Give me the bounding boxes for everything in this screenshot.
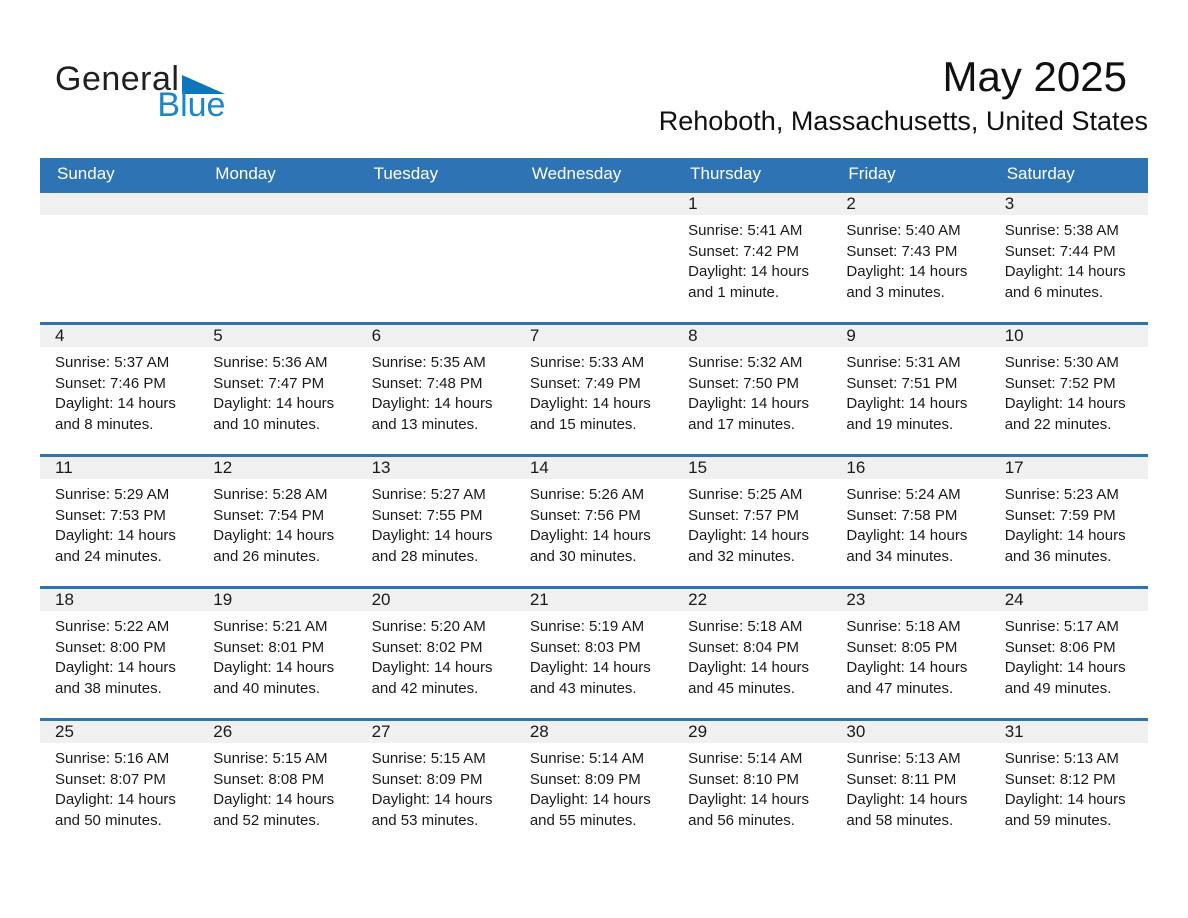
day-details — [40, 479, 198, 567]
day-number: 31 — [990, 721, 1148, 743]
daylight-line2: and 28 minutes. — [371, 547, 479, 565]
calendar-table — [40, 158, 1148, 850]
sunrise-text: Sunrise: 5:30 AM — [1004, 354, 1119, 371]
daylight-line2: and 59 minutes. — [1004, 811, 1112, 829]
day-details — [198, 347, 356, 435]
sunrise-text: Sunrise: 5:35 AM — [371, 354, 486, 371]
day-number: 27 — [357, 721, 515, 743]
week-row — [40, 586, 1148, 718]
sunrise-text: Sunrise: 5:13 AM — [1004, 750, 1119, 767]
day-number: 23 — [831, 589, 989, 611]
daylight-line2: and 38 minutes. — [55, 679, 162, 697]
day-details — [990, 611, 1148, 699]
sunset-text: Sunset: 8:08 PM — [213, 770, 325, 788]
day-number: 3 — [990, 193, 1148, 215]
weekday-header-row — [40, 158, 1148, 190]
week-row — [40, 322, 1148, 454]
sunset-text: Sunset: 8:07 PM — [55, 770, 166, 788]
day-details — [357, 743, 515, 831]
sunset-text: Sunset: 8:09 PM — [371, 770, 483, 788]
day-number: 17 — [990, 457, 1148, 479]
day-cell-22 — [673, 589, 831, 718]
daylight-line2: and 56 minutes. — [688, 811, 795, 829]
sunrise-text: Sunrise: 5:28 AM — [213, 486, 328, 503]
day-details — [40, 743, 198, 831]
sunset-text: Sunset: 7:55 PM — [371, 506, 483, 524]
day-cell-1 — [673, 193, 831, 322]
sunrise-text: Sunrise: 5:31 AM — [846, 354, 961, 371]
daylight-line2: and 10 minutes. — [213, 415, 321, 433]
weekday-header-thursday: Thursday — [690, 164, 762, 183]
general-blue-logo — [55, 62, 225, 122]
day-cell-10 — [990, 325, 1148, 454]
sunset-text: Sunset: 7:57 PM — [688, 506, 800, 524]
day-details — [357, 347, 515, 435]
month-title: May 2025 — [942, 53, 1127, 100]
day-number: 19 — [198, 589, 356, 611]
sunrise-text: Sunrise: 5:29 AM — [55, 486, 170, 503]
day-cell-13 — [357, 457, 515, 586]
day-number: 5 — [198, 325, 356, 347]
day-details — [673, 347, 831, 435]
daylight-line2: and 40 minutes. — [213, 679, 321, 697]
sunrise-text: Sunrise: 5:19 AM — [529, 618, 645, 635]
sunrise-text: Sunrise: 5:26 AM — [529, 486, 645, 503]
day-cell-28 — [515, 721, 673, 850]
sunset-text: Sunset: 7:54 PM — [213, 506, 325, 524]
day-number: 25 — [40, 721, 198, 743]
day-details — [357, 479, 515, 567]
daylight-line2: and 34 minutes. — [846, 547, 954, 565]
day-details — [357, 215, 515, 221]
sunrise-text: Sunrise: 5:17 AM — [1004, 618, 1119, 635]
daylight-line2: and 8 minutes. — [55, 415, 154, 433]
daylight-line2: and 36 minutes. — [1004, 547, 1112, 565]
day-cell-empty — [40, 193, 198, 322]
logo-word-blue: Blue — [157, 86, 226, 124]
daylight-line2: and 50 minutes. — [55, 811, 162, 829]
day-details — [673, 743, 831, 831]
day-cell-empty — [515, 193, 673, 322]
day-number: 13 — [357, 457, 515, 479]
day-details — [40, 215, 198, 221]
sunrise-text: Sunrise: 5:27 AM — [371, 486, 486, 503]
day-number: 26 — [198, 721, 356, 743]
daylight-line2: and 24 minutes. — [55, 547, 162, 565]
day-number — [357, 193, 515, 215]
day-details — [515, 743, 673, 831]
day-number: 18 — [40, 589, 198, 611]
daylight-line1: Daylight: 14 hours — [846, 659, 968, 676]
day-cell-15 — [673, 457, 831, 586]
day-cell-27 — [357, 721, 515, 850]
daylight-line2: and 49 minutes. — [1004, 679, 1112, 697]
day-details — [198, 215, 356, 221]
daylight-line2: and 17 minutes. — [688, 415, 795, 433]
day-details — [515, 611, 673, 699]
sunrise-text: Sunrise: 5:38 AM — [1004, 222, 1119, 239]
day-cell-5 — [198, 325, 356, 454]
day-cell-17 — [990, 457, 1148, 586]
week-row — [40, 190, 1148, 322]
day-details — [673, 611, 831, 699]
day-number: 11 — [40, 457, 198, 479]
weekday-header-wednesday: Wednesday — [531, 164, 622, 183]
daylight-line2: and 19 minutes. — [846, 415, 954, 433]
location-subtitle: Rehoboth, Massachusetts, United States — [658, 106, 1148, 137]
daylight-line2: and 52 minutes. — [213, 811, 321, 829]
daylight-line2: and 13 minutes. — [371, 415, 479, 433]
day-cell-20 — [357, 589, 515, 718]
day-number: 8 — [673, 325, 831, 347]
daylight-line1: Daylight: 14 hours — [688, 791, 810, 808]
calendar-body — [40, 190, 1148, 850]
day-number: 1 — [673, 193, 831, 215]
day-number: 20 — [357, 589, 515, 611]
sunset-text: Sunset: 7:42 PM — [688, 242, 800, 260]
daylight-line2: and 30 minutes. — [529, 547, 637, 565]
daylight-line1: Daylight: 14 hours — [529, 395, 651, 412]
sunset-text: Sunset: 8:10 PM — [688, 770, 800, 788]
day-number: 22 — [673, 589, 831, 611]
day-number: 21 — [515, 589, 673, 611]
day-details — [673, 479, 831, 567]
day-cell-21 — [515, 589, 673, 718]
daylight-line1: Daylight: 14 hours — [688, 263, 810, 280]
sunrise-text: Sunrise: 5:36 AM — [213, 354, 328, 371]
daylight-line1: Daylight: 14 hours — [846, 263, 968, 280]
day-number: 14 — [515, 457, 673, 479]
sunrise-text: Sunrise: 5:37 AM — [55, 354, 170, 371]
day-details — [990, 479, 1148, 567]
day-number: 30 — [831, 721, 989, 743]
daylight-line1: Daylight: 14 hours — [55, 791, 176, 808]
daylight-line2: and 3 minutes. — [846, 283, 945, 301]
daylight-line1: Daylight: 14 hours — [1004, 659, 1126, 676]
sunset-text: Sunset: 7:52 PM — [1004, 374, 1116, 392]
day-number: 15 — [673, 457, 831, 479]
day-number: 24 — [990, 589, 1148, 611]
sunset-text: Sunset: 7:56 PM — [529, 506, 641, 524]
day-number — [40, 193, 198, 215]
daylight-line2: and 32 minutes. — [688, 547, 795, 565]
day-number: 28 — [515, 721, 673, 743]
sunset-text: Sunset: 7:46 PM — [55, 374, 166, 392]
day-details — [198, 611, 356, 699]
day-cell-23 — [831, 589, 989, 718]
day-number: 4 — [40, 325, 198, 347]
sunset-text: Sunset: 7:48 PM — [371, 374, 483, 392]
day-number: 29 — [673, 721, 831, 743]
daylight-line1: Daylight: 14 hours — [213, 791, 335, 808]
sunrise-text: Sunrise: 5:13 AM — [846, 750, 961, 767]
sunset-text: Sunset: 8:02 PM — [371, 638, 483, 656]
daylight-line1: Daylight: 14 hours — [371, 395, 493, 412]
weekday-header-friday: Friday — [848, 164, 896, 183]
daylight-line1: Daylight: 14 hours — [688, 395, 810, 412]
weekday-header-saturday: Saturday — [1006, 164, 1075, 183]
day-cell-30 — [831, 721, 989, 850]
sunset-text: Sunset: 7:53 PM — [55, 506, 166, 524]
day-details — [515, 215, 673, 221]
sunrise-text: Sunrise: 5:16 AM — [55, 750, 170, 767]
day-cell-2 — [831, 193, 989, 322]
title-block — [659, 55, 1148, 137]
day-cell-3 — [990, 193, 1148, 322]
sunrise-text: Sunrise: 5:33 AM — [529, 354, 645, 371]
daylight-line2: and 42 minutes. — [371, 679, 479, 697]
daylight-line1: Daylight: 14 hours — [846, 527, 968, 544]
day-details — [990, 743, 1148, 831]
sunrise-text: Sunrise: 5:15 AM — [213, 750, 328, 767]
day-number — [198, 193, 356, 215]
daylight-line1: Daylight: 14 hours — [55, 395, 176, 412]
daylight-line2: and 26 minutes. — [213, 547, 321, 565]
day-number — [515, 193, 673, 215]
daylight-line2: and 55 minutes. — [529, 811, 637, 829]
day-number: 7 — [515, 325, 673, 347]
day-number: 6 — [357, 325, 515, 347]
daylight-line1: Daylight: 14 hours — [529, 659, 651, 676]
day-details — [198, 743, 356, 831]
daylight-line2: and 6 minutes. — [1004, 283, 1104, 301]
day-cell-8 — [673, 325, 831, 454]
sunset-text: Sunset: 8:09 PM — [529, 770, 641, 788]
day-cell-empty — [357, 193, 515, 322]
day-details — [40, 347, 198, 435]
daylight-line1: Daylight: 14 hours — [688, 659, 810, 676]
sunset-text: Sunset: 7:58 PM — [846, 506, 958, 524]
sunrise-text: Sunrise: 5:14 AM — [688, 750, 803, 767]
sunrise-text: Sunrise: 5:41 AM — [688, 222, 803, 239]
day-cell-7 — [515, 325, 673, 454]
weekday-header-monday: Monday — [215, 164, 276, 183]
day-cell-24 — [990, 589, 1148, 718]
sunrise-text: Sunrise: 5:18 AM — [688, 618, 803, 635]
day-details — [515, 347, 673, 435]
day-details — [831, 743, 989, 831]
sunrise-text: Sunrise: 5:14 AM — [529, 750, 645, 767]
sunset-text: Sunset: 8:01 PM — [213, 638, 325, 656]
day-cell-25 — [40, 721, 198, 850]
daylight-line1: Daylight: 14 hours — [1004, 527, 1126, 544]
sunset-text: Sunset: 8:11 PM — [846, 770, 957, 788]
day-details — [990, 347, 1148, 435]
sunrise-text: Sunrise: 5:21 AM — [213, 618, 328, 635]
day-cell-12 — [198, 457, 356, 586]
daylight-line1: Daylight: 14 hours — [371, 659, 493, 676]
day-number: 9 — [831, 325, 989, 347]
day-details — [990, 215, 1148, 303]
logo-word-general: General — [55, 60, 180, 98]
day-cell-4 — [40, 325, 198, 454]
daylight-line2: and 43 minutes. — [529, 679, 637, 697]
day-details — [831, 611, 989, 699]
week-row — [40, 718, 1148, 850]
sunrise-text: Sunrise: 5:25 AM — [688, 486, 803, 503]
week-row — [40, 454, 1148, 586]
day-number: 16 — [831, 457, 989, 479]
day-details — [515, 479, 673, 567]
daylight-line1: Daylight: 14 hours — [55, 659, 176, 676]
daylight-line1: Daylight: 14 hours — [529, 791, 651, 808]
day-details — [40, 611, 198, 699]
daylight-line1: Daylight: 14 hours — [371, 791, 493, 808]
sunset-text: Sunset: 8:12 PM — [1004, 770, 1116, 788]
sunrise-text: Sunrise: 5:22 AM — [55, 618, 170, 635]
daylight-line2: and 58 minutes. — [846, 811, 954, 829]
daylight-line1: Daylight: 14 hours — [55, 527, 176, 544]
sunset-text: Sunset: 7:43 PM — [846, 242, 958, 260]
sunrise-text: Sunrise: 5:40 AM — [846, 222, 961, 239]
day-cell-19 — [198, 589, 356, 718]
daylight-line1: Daylight: 14 hours — [1004, 263, 1126, 280]
sunrise-text: Sunrise: 5:32 AM — [688, 354, 803, 371]
day-number: 2 — [831, 193, 989, 215]
sunset-text: Sunset: 8:04 PM — [688, 638, 800, 656]
daylight-line2: and 1 minute. — [688, 283, 780, 301]
day-cell-empty — [198, 193, 356, 322]
day-cell-14 — [515, 457, 673, 586]
day-details — [357, 611, 515, 699]
daylight-line1: Daylight: 14 hours — [213, 395, 335, 412]
sunset-text: Sunset: 7:59 PM — [1004, 506, 1116, 524]
daylight-line1: Daylight: 14 hours — [213, 527, 335, 544]
daylight-line1: Daylight: 14 hours — [213, 659, 335, 676]
day-cell-29 — [673, 721, 831, 850]
sunset-text: Sunset: 7:50 PM — [688, 374, 800, 392]
day-number: 12 — [198, 457, 356, 479]
sunset-text: Sunset: 7:47 PM — [213, 374, 325, 392]
day-details — [673, 215, 831, 303]
day-cell-18 — [40, 589, 198, 718]
sunset-text: Sunset: 8:03 PM — [529, 638, 641, 656]
sunrise-text: Sunrise: 5:15 AM — [371, 750, 486, 767]
day-details — [831, 347, 989, 435]
sunset-text: Sunset: 8:00 PM — [55, 638, 166, 656]
sunset-text: Sunset: 7:44 PM — [1004, 242, 1116, 260]
sunrise-text: Sunrise: 5:18 AM — [846, 618, 961, 635]
daylight-line2: and 15 minutes. — [529, 415, 637, 433]
sunrise-text: Sunrise: 5:23 AM — [1004, 486, 1119, 503]
sunrise-text: Sunrise: 5:24 AM — [846, 486, 961, 503]
daylight-line1: Daylight: 14 hours — [846, 395, 968, 412]
day-cell-9 — [831, 325, 989, 454]
daylight-line2: and 53 minutes. — [371, 811, 479, 829]
daylight-line2: and 47 minutes. — [846, 679, 954, 697]
day-number: 10 — [990, 325, 1148, 347]
sunset-text: Sunset: 8:06 PM — [1004, 638, 1116, 656]
daylight-line1: Daylight: 14 hours — [371, 527, 493, 544]
day-details — [831, 215, 989, 303]
daylight-line2: and 45 minutes. — [688, 679, 795, 697]
day-cell-6 — [357, 325, 515, 454]
day-details — [198, 479, 356, 567]
daylight-line1: Daylight: 14 hours — [1004, 791, 1126, 808]
day-cell-11 — [40, 457, 198, 586]
day-cell-31 — [990, 721, 1148, 850]
daylight-line1: Daylight: 14 hours — [1004, 395, 1126, 412]
sunset-text: Sunset: 8:05 PM — [846, 638, 958, 656]
daylight-line2: and 22 minutes. — [1004, 415, 1112, 433]
day-details — [831, 479, 989, 567]
daylight-line1: Daylight: 14 hours — [529, 527, 651, 544]
weekday-header-sunday: Sunday — [57, 164, 115, 183]
day-cell-16 — [831, 457, 989, 586]
sunset-text: Sunset: 7:49 PM — [529, 374, 641, 392]
sunrise-text: Sunrise: 5:20 AM — [371, 618, 486, 635]
daylight-line1: Daylight: 14 hours — [688, 527, 810, 544]
sunset-text: Sunset: 7:51 PM — [846, 374, 958, 392]
daylight-line1: Daylight: 14 hours — [846, 791, 968, 808]
day-cell-26 — [198, 721, 356, 850]
weekday-header-tuesday: Tuesday — [373, 164, 439, 183]
